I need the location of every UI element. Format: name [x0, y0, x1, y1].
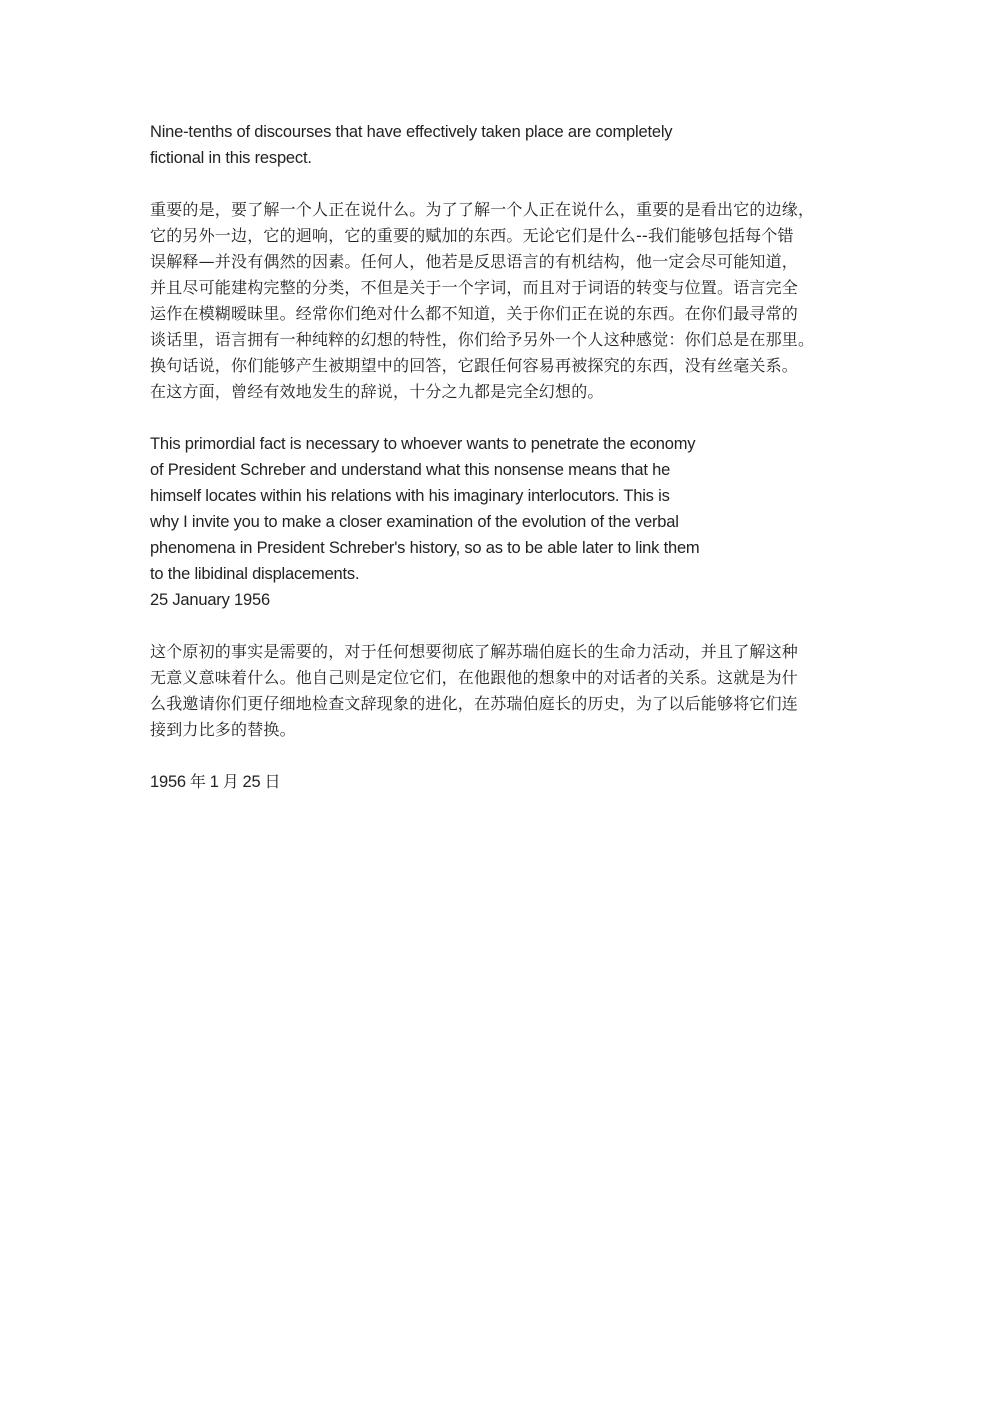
text-line: why I invite you to make a closer examination of the evolution of the verbal: [150, 513, 679, 531]
date-month: 1: [209, 773, 219, 791]
text-line: 运作在模糊暧昧里。经常你们绝对什么都不知道，关于你们正在说的东西。在你们最寻常的: [150, 304, 799, 323]
paragraph-english-1: [150, 119, 850, 171]
text-line: 重要的是，要了解一个人正在说什么。为了了解一个人正在说什么，重要的是看出它的边缘，: [150, 200, 815, 219]
paragraph-chinese-1: [150, 197, 850, 405]
text-line: Nine-tenths of discourses that have effectively taken place are completely: [150, 123, 673, 141]
text-line: 无意义意味着什么。他自己则是定位它们，在他跟他的想象中的对话者的关系。这就是为什: [150, 668, 799, 687]
text-line: 谈话里，语言拥有一种纯粹的幻想的特性，你们给予另外一个人这种感觉：你们总是在那里。: [150, 330, 815, 349]
text-line: 接到力比多的替换。: [150, 720, 296, 739]
date-english: [150, 587, 850, 613]
text-line: 这个原初的事实是需要的，对于任何想要彻底了解苏瑞伯庭长的生命力活动，并且了解这种: [150, 642, 799, 661]
text-line: 在这方面，曾经有效地发生的辞说，十分之九都是完全幻想的。: [150, 382, 604, 401]
text-line: phenomena in President Schreber's history, so as to be able later to link them: [150, 539, 700, 557]
text-line: 换句话说，你们能够产生被期望中的回答，它跟任何容易再被探究的东西，没有丝毫关系。: [150, 356, 799, 375]
date-text: 25 January 1956: [150, 591, 270, 609]
date-day-char: 日: [264, 774, 281, 791]
text-line: himself locates within his relations with his imaginary interlocutors. This is: [150, 487, 670, 505]
date-year-char: 年: [189, 774, 206, 791]
paragraph-english-2: [150, 431, 850, 587]
text-line: 它的另外一边，它的迴响，它的重要的赋加的东西。无论它们是什么--我们能够包括每个错: [150, 226, 794, 245]
text-line: 并且尽可能建构完整的分类，不但是关于一个字词，而且对于词语的转变与位置。语言完全: [150, 278, 799, 297]
text-line: 么我邀请你们更仔细地检查文辞现象的进化，在苏瑞伯庭长的历史，为了以后能够将它们连: [150, 694, 799, 713]
text-line: fictional in this respect.: [150, 149, 312, 167]
paragraph-chinese-2: [150, 639, 850, 743]
date-day: 25: [242, 773, 261, 791]
document-page: [150, 119, 850, 796]
date-chinese: [150, 769, 850, 796]
date-year: 1956: [150, 773, 186, 791]
text-line: of President Schreber and understand what this nonsense means that he: [150, 461, 671, 479]
date-month-char: 月: [222, 774, 239, 791]
text-line: 误解释—并没有偶然的因素。任何人，他若是反思语言的有机结构，他一定会尽可能知道，: [150, 252, 799, 271]
text-line: to the libidinal displacements.: [150, 565, 360, 583]
text-line: This primordial fact is necessary to whoever wants to penetrate the economy: [150, 435, 696, 453]
